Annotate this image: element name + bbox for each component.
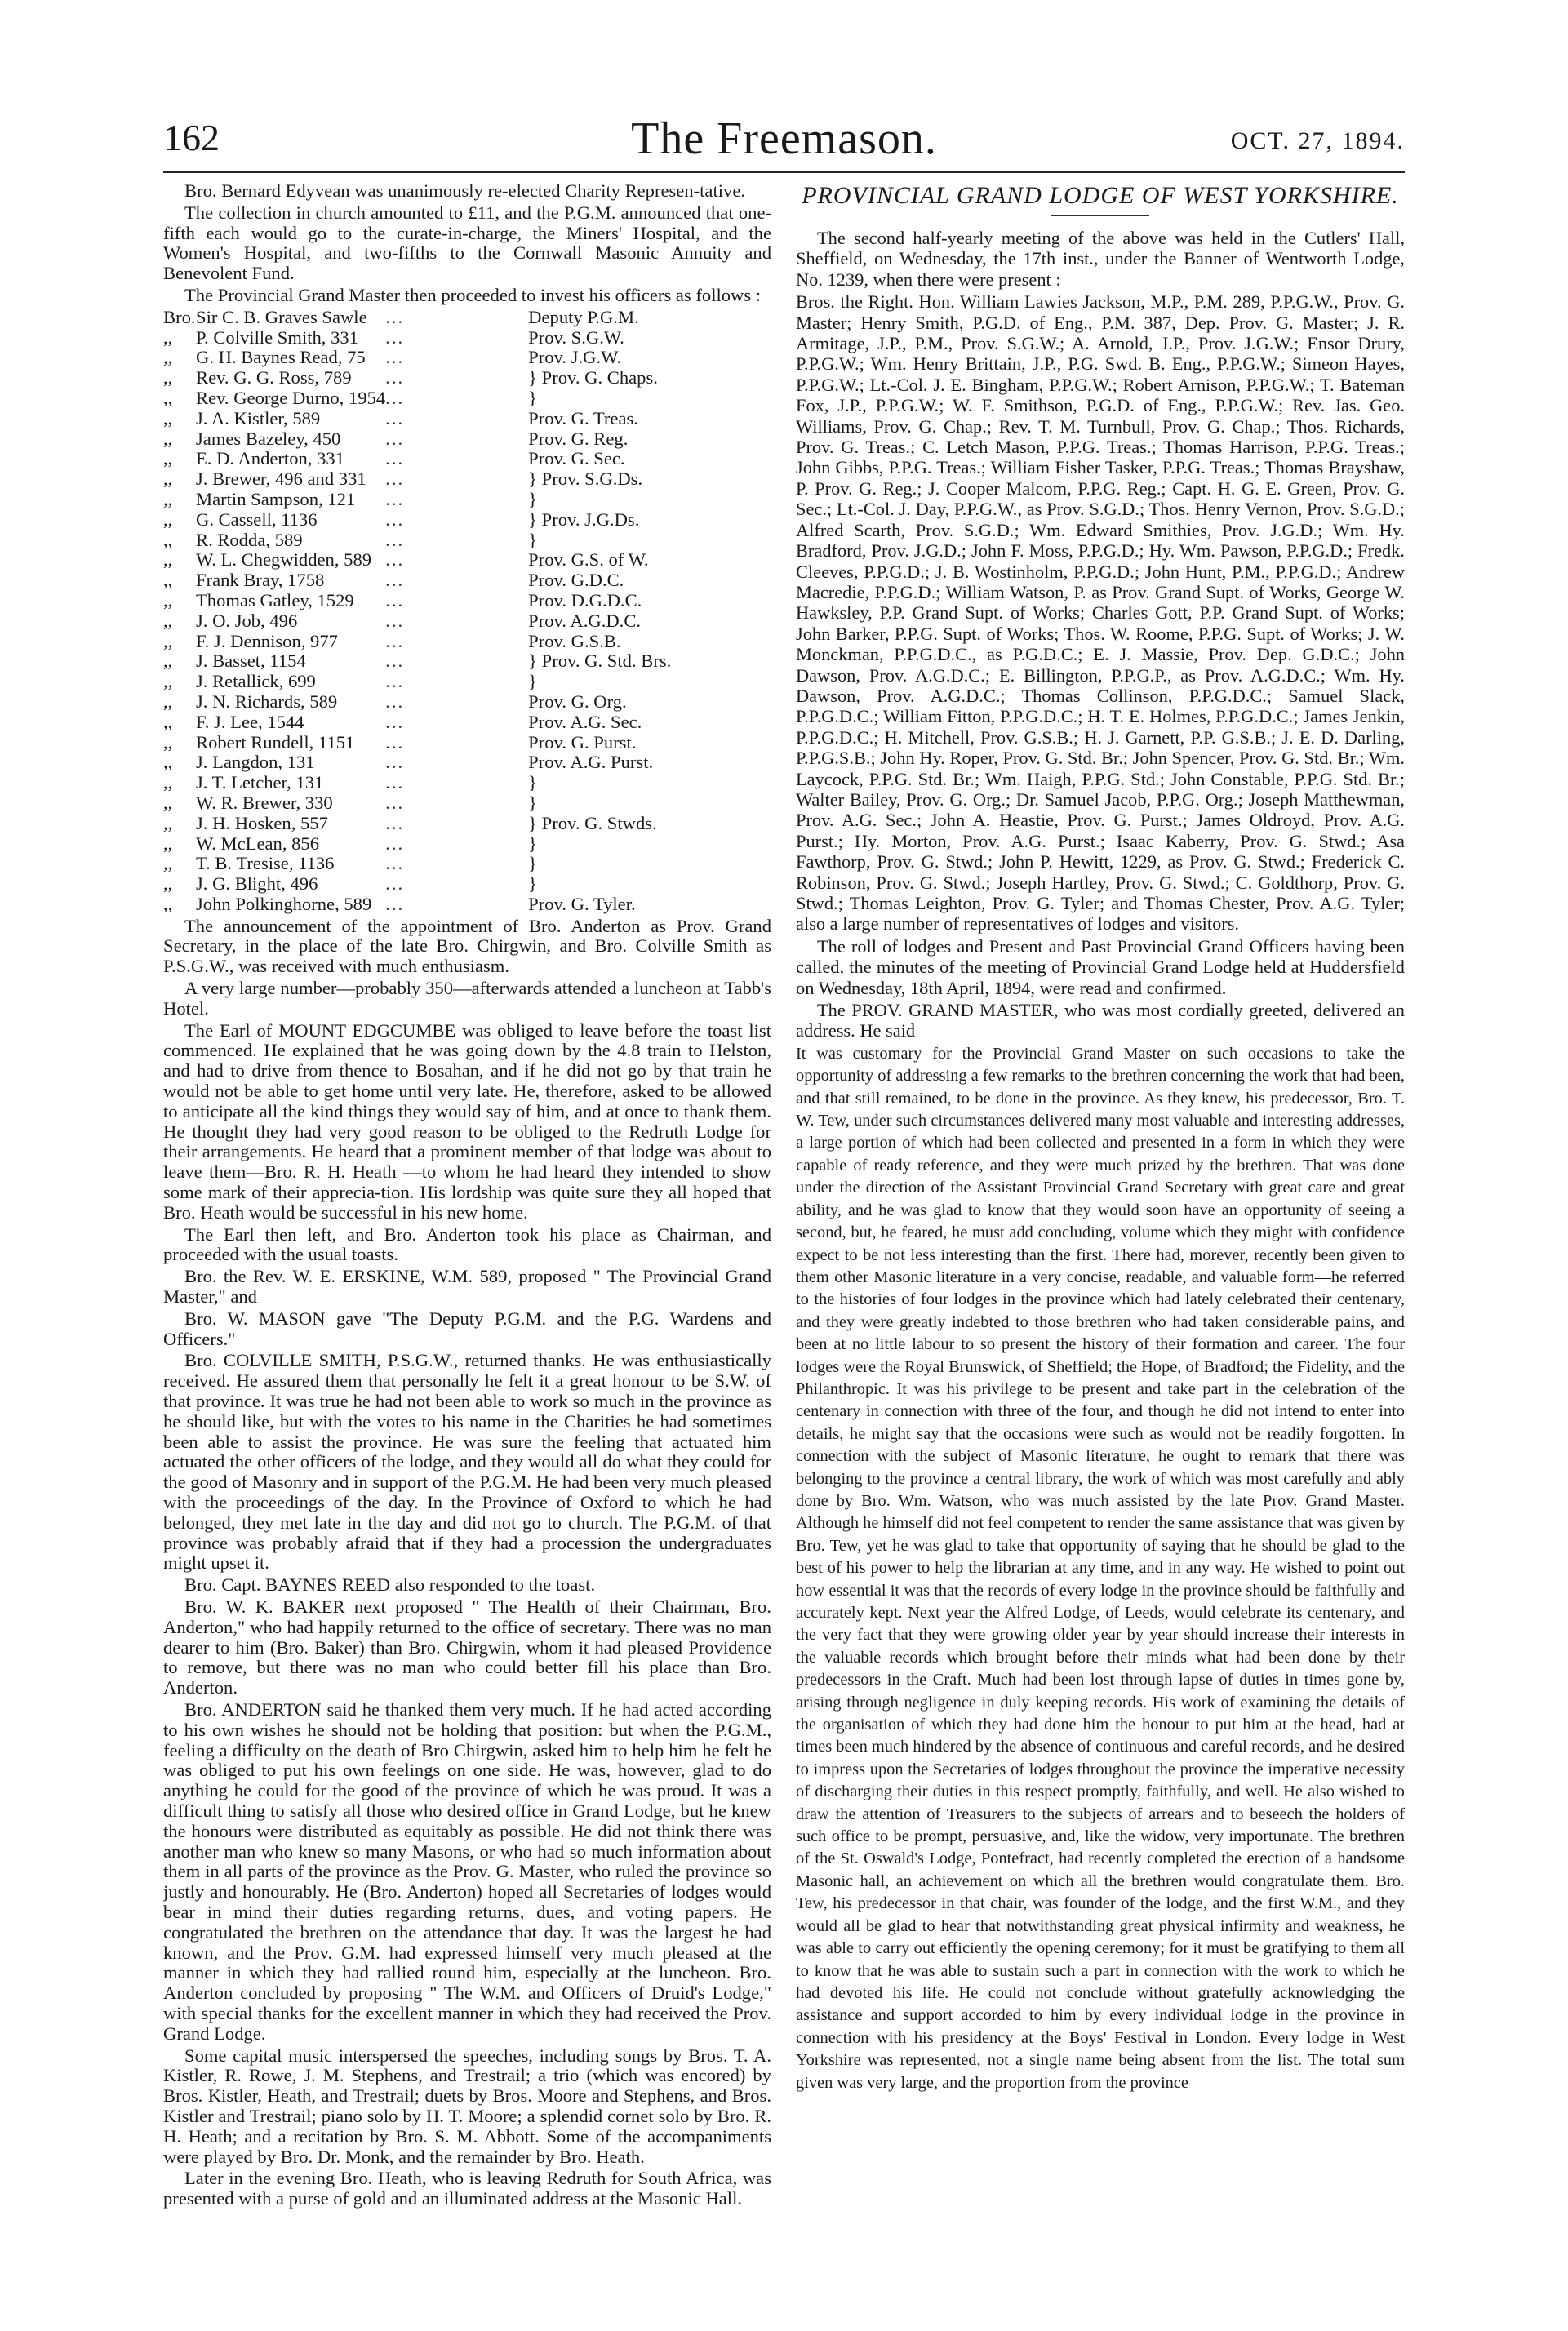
leader-dots: ...: [385, 650, 405, 672]
paragraph: Bro. W. MASON gave "The Deputy P.G.M. and the P.G. Wardens and Officers.": [163, 1308, 771, 1349]
officer-name: W. L. Chegwidden, 589: [196, 549, 372, 571]
officer-row: [163, 874, 771, 895]
officer-name: John Polkinghorne, 589: [196, 893, 372, 914]
officer-office: Prov. G.D.C.: [528, 570, 624, 591]
leader-dots: ...: [385, 812, 405, 833]
officer-office: } Prov. G. Chaps.: [528, 367, 658, 388]
paragraph: A very large number—probably 350—afterwards attended a luncheon at Tabb's Hotel.: [163, 978, 771, 1019]
officer-office: }: [528, 671, 538, 692]
officer-row: [163, 591, 771, 611]
officer-office: }: [528, 387, 538, 408]
leader-dots: ...: [385, 508, 405, 530]
officer-name: J. T. Letcher, 131: [196, 772, 324, 793]
officer-office: }: [528, 772, 538, 793]
leader-dots: ...: [385, 610, 405, 631]
title-rule: [1051, 215, 1149, 216]
officer-office: Prov. G. Purst.: [528, 731, 637, 753]
officer-name: G. H. Baynes Read, 75: [196, 347, 366, 368]
leader-dots: ...: [385, 832, 405, 854]
officer-row: [163, 854, 771, 874]
officer-row: [163, 713, 771, 733]
officer-prefix: ,,: [163, 610, 173, 631]
officer-office: Prov. A.G.D.C.: [528, 610, 642, 631]
leader-dots: ...: [385, 326, 405, 348]
officer-name: Sir C. B. Graves Sawle: [196, 306, 367, 327]
leader-dots: ...: [385, 671, 405, 692]
officer-prefix: ,,: [163, 772, 173, 793]
officer-prefix: ,,: [163, 488, 173, 509]
officer-prefix: ,,: [163, 711, 173, 732]
leader-dots: ...: [385, 752, 405, 773]
officer-prefix: ,,: [163, 792, 173, 813]
leader-dots: ...: [385, 387, 405, 408]
leader-dots: ...: [385, 792, 405, 813]
officer-name: J. Brewer, 496 and 331: [196, 468, 366, 490]
paragraph: Bro. Bernard Edyvean was unanimously re-elected Charity Represen-tative.: [184, 181, 745, 201]
leader-dots: ...: [385, 347, 405, 368]
officer-row: [163, 409, 771, 429]
paragraph: The Earl of MOUNT EDGCUMBE was obliged to leave before the toast list commenced. He explained that he was going down by the 4.8 train to Helston, and had to drive from thence to Bosahan, and if he did not go by that train he would not be able to get home until very late. He, therefore, asked to be allowed to anticipate all the kind things they would say of him, and at once to thank them. He thought they had very good reason to be obliged to the Redruth Lodge for their arrangements. He heard that a prominent member of that lodge was about to leave them—Bro. R. H. Heath —to whom he had heard they intended to show some mark of their apprecia-tion. His lordship was quite sure they all hoped that Bro. Heath would be successful in his new home.: [163, 1019, 771, 1223]
officer-office: Prov. G. Treas.: [528, 407, 638, 428]
leader-dots: ...: [385, 772, 405, 793]
officer-office: Prov. D.G.D.C.: [528, 589, 642, 610]
right-column: [796, 181, 1405, 2246]
officer-prefix: ,,: [163, 407, 173, 428]
officer-name: J. O. Job, 496: [196, 610, 298, 631]
officer-office: Prov. A.G. Sec.: [528, 711, 642, 732]
officer-prefix: ,,: [163, 690, 173, 712]
paragraph: Bro. W. K. BAKER next proposed " The Health of their Chairman, Bro. Anderton," who had happily returned to the office of secretary. There was no man dearer to him (Bro. Baker) than Bro. Chirgwin, whom it had pleased Providence to remove, but there was no man who could better fill his place than Bro. Anderton.: [163, 1596, 771, 1698]
officer-name: J. N. Richards, 589: [196, 690, 338, 712]
officer-name: G. Cassell, 1136: [196, 508, 318, 530]
officer-prefix: ,,: [163, 752, 173, 773]
leader-dots: ...: [385, 589, 405, 610]
officer-office: Prov. G. Org.: [528, 690, 627, 712]
leader-dots: ...: [385, 853, 405, 874]
officer-row: [163, 672, 771, 692]
paragraph: Later in the evening Bro. Heath, who is leaving Redruth for South Africa, was presented with a purse of gold and an illuminated address at the Masonic Hall.: [163, 2168, 771, 2209]
officer-prefix: ,,: [163, 549, 173, 571]
address-text: It was customary for the Provincial Grand Master on such occasions to take the opportunity of addressing a few remarks to the brethren concerning the work that had been, and that still remained, to be done in the province. As they knew, his predecessor, Bro. T. W. Tew, under such circumstances delivered many most valuable and interesting addresses, a large portion of which had been collected and presented in a form in which they were capable of ready reference, and they were much prized by the brethren. That was done under the direction of the Assistant Provincial Grand Secretary with great care and great ability, and he was glad to know that they would soon have an opportunity of seeing a second, but, he feared, he must add concluding, volume which they might with confidence expect to be not less interesting than the first. There had, morever, recently been given to them other Masonic literature in a very concise, readable, and valuable form—he referred to the histories of four lodges in the province which had lately celebrated their centenary, and they were greatly indebted to those brethren who had taken considerable pains, and been at no little labour to so present the history of their formation and career. The four lodges were the Royal Brunswick, of Sheffield; the Hope, of Bradford; the Fidelity, and the Philanthropic. It was his privilege to be present and take part in the celebration of the centenary in connection with three of the four, and though he did not intend to enter into details, he might say that the occasions were such as would not be readily forgotten. In connection with the subject of Masonic literature, he ought to remark that there was belonging to the province a central library, the work of which was most carefully and ably done by Bro. Wm. Watson, who was much assisted by the late Prov. Grand Master. Although he himself did not feel competent to render the same assistance that was given by Bro. Tew, yet he was glad to take that opportunity of saying that he should be glad to the best of his power to help the librarian at any time, and in any way. He wished to point out how essential it was that the records of every lodge in the province should be faithfully and accurately kept. Next year the Alfred Lodge, of Leeds, would celebrate its centenary, and the very fact that they were growing older year by year should increase their interests in the valuable records which brought before their minds what had been done by their predecessors in the Craft. Much had been lost through lapse of duties in times gone by, arising through negligence in duly keeping records. His work of examining the details of the organisation of which they had done him the honour to put him at the head, had at times been much hindered by the absence of continuous and careful records, and he desired to impress upon the Secretaries of lodges throughout the province the imperative necessity of discharging their duties in this respect promptly, faithfully, and well. He also wished to draw the attention of Treasurers to the subjects of arrears and to beseech the holders of such office to be prompt, persuasive, and, like the widow, very importunate. The brethren of the St. Oswald's Lodge, Pontefract, had recently completed the erection of a handsome Masonic hall, an achievement on which all the brethren would congratulate them. Bro. Tew, his predecessor in that chair, was founder of the lodge, and the first W.M., and they would all be glad to hear that notwithstanding great physical infirmity and weakness, he was able to carry out efficiently the opening ceremony; for it must be gratifying to them all to know that he was able to sustain such a part in connection with the work to which he had devoted his life. He could not conclude without gratefully acknowledging the assistance and support accorded to him by every individual lodge in the province in connection with his presidency at the Boys' Festival in London. Every lodge in West Yorkshire was represented, not a single name being absent from the list. The total sum given was very large, and the proportion from the province: [796, 1044, 1405, 2092]
paragraph: Bro. ANDERTON said he thanked them very much. If he had acted according to his own wishes he should not be holding that position: but when the P.G.M., feeling a difficulty on the death of Bro Chirgwin, asked him to help him he felt he was obliged to put his own feelings on one side. He was, however, glad to do anything he could for the good of the province of which he was proud. It was a difficult thing to satisfy all those who desired office in Grand Lodge, but he knew the honours were distributed as equitably as possible. He did not think there was another man who knew so many Masons, or who had so much information about them in all parts of the province as the Prov. G. Master, who ruled the province so justly and honourably. He (Bro. Anderton) hoped all Secretaries of lodges would bear in mind their duties regarding returns, dues, and voting papers. He congratulated the brethren on the attendance that day. It was the largest he had known, and the Prov. G.M. had expressed himself very much pleased at the manner in which they had rallied round him, especially at the luncheon. Bro. Anderton concluded by proposing " The W.M. and Officers of Druid's Lodge," with special thanks for the excellent manner in which they had received the Prov. Grand Lodge.: [163, 1698, 771, 2044]
officer-prefix: ,,: [163, 529, 173, 550]
officer-row: [163, 510, 771, 531]
officer-name: P. Colville Smith, 331: [196, 326, 358, 348]
officer-row: [163, 348, 771, 368]
officer-office: }: [528, 853, 538, 874]
leader-dots: ...: [385, 731, 405, 753]
officer-name: J. Basset, 1154: [196, 650, 306, 672]
officer-office: Prov. G.S. of W.: [528, 549, 649, 571]
paragraph: The roll of lodges and Present and Past Provincial Grand Officers having been called, the minutes of the meeting of Provincial Grand Lodge held at Huddersfield on Wednesday, 18th April, 1894, were read and confirmed.: [796, 935, 1405, 998]
officer-row: [163, 692, 771, 713]
officer-prefix: ,,: [163, 387, 173, 408]
officer-name: Thomas Gatley, 1529: [196, 589, 354, 610]
officer-office: Prov. G. Reg.: [528, 428, 629, 449]
officer-row: [163, 388, 771, 409]
leader-dots: ...: [385, 488, 405, 509]
page-header: [163, 113, 1405, 170]
officer-name: Robert Rundell, 1151: [196, 731, 355, 753]
officer-prefix: ,,: [163, 630, 173, 651]
leader-dots: ...: [385, 549, 405, 571]
officer-row: [163, 449, 771, 469]
officer-row: [163, 571, 771, 591]
officer-row: [163, 814, 771, 834]
header-rule: [163, 171, 1405, 173]
leader-dots: ...: [385, 690, 405, 712]
officer-office: }: [528, 832, 538, 854]
leader-dots: ...: [385, 306, 405, 327]
leader-dots: ...: [385, 893, 405, 914]
officer-name: F. J. Lee, 1544: [196, 711, 304, 732]
paragraph: The PROV. GRAND MASTER, who was most cordially greeted, delivered an address. He said: [796, 1000, 1405, 1041]
article-title: PROVINCIAL GRAND LODGE OF WEST YORKSHIRE.: [802, 182, 1399, 209]
officer-name: J. Retallick, 699: [196, 671, 316, 692]
officer-prefix: ,,: [163, 671, 173, 692]
left-column: [163, 181, 771, 2246]
officer-name: Martin Sampson, 121: [196, 488, 356, 509]
page-number: 162: [163, 117, 220, 158]
officer-office: Prov. G.S.B.: [528, 630, 621, 651]
officer-prefix: ,,: [163, 812, 173, 833]
officer-row: [163, 753, 771, 773]
officer-name: T. B. Tresise, 1136: [196, 853, 335, 874]
officer-office: } Prov. J.G.Ds.: [528, 508, 640, 530]
officer-row: [163, 308, 771, 328]
leader-dots: ...: [385, 407, 405, 428]
masthead-title: The Freemason.: [631, 113, 937, 164]
officers-table: [163, 308, 771, 915]
officer-prefix: ,,: [163, 428, 173, 449]
officer-row: [163, 531, 771, 551]
paragraph: Some capital music interspersed the speeches, including songs by Bros. T. A. Kistler, R. Rowe, J. M. Stephens, and Trestrail; a trio (which was encored) by Bros. Kistler, Heath, and Trestrail; duets by Bros. Moore and Stephens, and Bros. Kistler and Trestrail; piano solo by H. T. Moore; a splendid cornet solo by Bro. R. H. Heath; and a recitation by Bro. S. M. Abbott. Some of the accompaniments were played by Bro. Dr. Monk, and the remainder by Bro. Heath.: [163, 2045, 771, 2167]
officer-name: W. McLean, 856: [196, 832, 320, 854]
paragraph: The Provincial Grand Master then proceeded to invest his officers as follows :: [184, 284, 762, 305]
officer-row: [163, 550, 771, 571]
officer-name: F. J. Dennison, 977: [196, 630, 338, 651]
officer-prefix: ,,: [163, 873, 173, 895]
officer-name: James Bazeley, 450: [196, 428, 341, 449]
officer-prefix: ,,: [163, 589, 173, 610]
officer-office: } Prov. S.G.Ds.: [528, 468, 643, 490]
leader-dots: ...: [385, 873, 405, 895]
issue-date: OCT. 27, 1894.: [1230, 127, 1405, 154]
officer-name: R. Rodda, 589: [196, 529, 303, 550]
officer-row: [163, 834, 771, 855]
officer-row: [163, 328, 771, 349]
officer-row: [163, 429, 771, 450]
leader-dots: ...: [385, 448, 405, 469]
attendance-list: Bros. the Right. Hon. William Lawies Jackson, M.P., P.M. 289, P.P.G.W., Prov. G. Master; Henry Smith, P.G.D. of Eng., P.M. 387, Dep. Prov. G. Master; J. R. Armitage, J.P., P.M., Prov. S.G.W.; A. Arnold, J.P., Prov. J.G.W.; Ensor Drury, P.P.G.W.; Wm. Henry Brittain, J.P., P.G. Swd. B. Eng., P.P.G.W.; Simeon Hayes, P.P.G.W.; Lt.-Col. J. E. Bingham, P.P.G.W.; Robert Arnison, P.P.G.W.; T. Bateman Fox, J.P., P.P.G.W.; W. F. Smithson, P.G.D. of Eng., P.P.G.W.; Rev. Jas. Geo. Williams, Prov. G. Chap.; Rev. T. M. Turnbull, Prov. G. Chap.; Thos. Richards, Prov. G. Treas.; C. Letch Mason, P.P.G. Treas.; Thomas Harrison, P.P.G. Treas.; John Gibbs, P.P.G. Treas.; William Fisher Tasker, P.P.G. Treas.; Thomas Brayshaw, P. Prov. G. Reg.; J. Cooper Malcom, P.P.G. Reg.; Capt. H. G. E. Green, Prov. G. Sec.; Lt.-Col. J. Day, P.P.G.W., as Prov. S.G.D.; Thos. Henry Vernon, Prov. S.G.D.; Alfred Scarth, Prov. S.G.D.; Wm. Edward Smithies, Prov. J.G.D.; Wm. Hy. Bradford, Prov. J.G.D.; John F. Moss, P.P.G.D.; Hy. Wm. Pawson, P.P.G.D.; Fredk. Cleeves, P.P.G.D.; J. B. Wostinholm, P.P.G.D.; John Hunt, P.M., P.P.G.D.; Andrew Macredie, P.P.G.D.; William Watson, P. as Prov. Grand Supt. of Works, George W. Hawksley, P.P. Grand Supt. of Works; Charles Gott, P.P. Grand Supt. of Works; John Barker, P.P.G. Supt. of Works; Thos. W. Roome, P.P.G. Supt. of Works; J. W. Monckman, P.P.G.D.C., as P.G.D.C.; E. J. Massie, Prov. Dep. G.D.C.; John Dawson, Prov. A.G.D.C.; E. Billington, P.P.G.P., as Prov. A.G.D.C.; Wm. Hy. Dawson, Prov. A.G.D.C.; Thomas Collinson, P.P.G.D.C.; Samuel Slack, P.P.G.D.C.; William Fitton, P.P.G.D.C.; H. T. E. Holmes, P.P.G.D.C.; James Jenkin, P.P.G.D.C.; H. Mitchell, Prov. G.S.B.; H. J. Garnett, P.P. G.S.B.; J. E. D. Darling, P.P.G.S.B.; John Hy. Roper, Prov. G. Std. Br.; John Spencer, Prov. G. Std. Br.; Wm. Laycock, P.P.G. Std. Br.; Wm. Haigh, P.P.G. Std.; John Constable, P.P.G. Std. Br.; Walter Bailey, Prov. G. Org.; Dr. Samuel Jacob, P.P.G. Org.; Joseph Matthewman, Prov. A.G. Sec.; John A. Heastie, Prov. G. Purst.; James Oldroyd, Prov. A.G. Purst.; Hy. Morton, Prov. A.G. Purst.; Isaac Kaberry, Prov. G. Stwd.; Asa Fawthorp, Prov. G. Stwd.; John P. Hewitt, 1229, as Prov. G. Stwd.; Frederick C. Robinson, Prov. G. Stwd.; Joseph Hartley, Prov. G. Stwd.; C. Goldthorp, Prov. G. Stwd.; Thomas Leighton, Prov. G. Tyler; and Thomas Chester, Prov. A.G. Tyler; also a large number of representatives of lodges and visitors.: [796, 291, 1405, 935]
officer-prefix: ,,: [163, 893, 173, 914]
officer-office: Prov. G. Tyler.: [528, 893, 636, 914]
officer-prefix: ,,: [163, 367, 173, 388]
officer-office: }: [528, 792, 538, 813]
officer-prefix: ,,: [163, 731, 173, 753]
officer-prefix: ,,: [163, 650, 173, 672]
officer-row: [163, 773, 771, 793]
leader-dots: ...: [385, 367, 405, 388]
officer-row: [163, 368, 771, 388]
paragraph: Bro. COLVILLE SMITH, P.S.G.W., returned thanks. He was enthusiastically received. He assured them that personally he felt it a great honour to be S.W. of that province. It was true he had not been able to work so much in the province as he should like, but with the votes to his name in the Charities he had sometimes been able to assist the province. He was sure the feeling that actuated him actuated the other officers of the lodge, and they would all do what they could for the good of Masonry and in support of the P.G.M. He had been very much pleased with the proceedings of the day. In the Province of Oxford to which he had belonged, they met late in the day and did not go to church. The P.G.M. of that province was probably afraid that if they had a procession the undergraduates might upset it.: [163, 1350, 771, 1574]
officer-office: Prov. J.G.W.: [528, 347, 621, 368]
officer-name: J. A. Kistler, 589: [196, 407, 321, 428]
officer-name: Rev. G. G. Ross, 789: [196, 367, 352, 388]
officer-prefix: ,,: [163, 832, 173, 854]
officer-office: }: [528, 488, 538, 509]
officer-name: J. G. Blight, 496: [196, 873, 318, 895]
officer-office: Prov. G. Sec.: [528, 448, 625, 469]
paragraph: The Earl then left, and Bro. Anderton took his place as Chairman, and proceeded with the usual toasts.: [163, 1223, 771, 1265]
officer-prefix: ,,: [163, 347, 173, 368]
officer-name: E. D. Anderton, 331: [196, 448, 344, 469]
leader-dots: ...: [385, 570, 405, 591]
officer-prefix: Bro.: [163, 306, 196, 327]
paragraph: Bro. the Rev. W. E. ERSKINE, W.M. 589, proposed " The Provincial Grand Master," and: [163, 1266, 771, 1308]
leader-dots: ...: [385, 630, 405, 651]
officer-prefix: ,,: [163, 468, 173, 490]
officer-prefix: ,,: [163, 326, 173, 348]
officer-office: }: [528, 873, 538, 895]
paragraph: The announcement of the appointment of Bro. Anderton as Prov. Grand Secretary, in the place of the late Bro. Chirgwin, and Bro. Colville Smith as P.S.G.W., was received with much enthusiasm.: [163, 915, 771, 977]
officer-prefix: ,,: [163, 508, 173, 530]
officer-row: [163, 611, 771, 632]
officer-name: Frank Bray, 1758: [196, 570, 325, 591]
officer-row: [163, 651, 771, 672]
officer-office: } Prov. G. Std. Brs.: [528, 650, 672, 672]
officer-office: } Prov. G. Stwds.: [528, 812, 657, 833]
officer-office: }: [528, 529, 538, 550]
officer-office: Prov. S.G.W.: [528, 326, 624, 348]
paragraph: Bro. Capt. BAYNES REED also responded to the toast.: [184, 1574, 596, 1596]
leader-dots: ...: [385, 428, 405, 449]
officer-row: [163, 632, 771, 652]
leader-dots: ...: [385, 529, 405, 550]
paragraph: The collection in church amounted to £11, and the P.G.M. announced that one-fifth each would go to the curate-in-charge, the Miners' Hospital, and the Women's Hospital, and two-fifths to the Cornwall Masonic Annuity and Benevolent Fund.: [163, 202, 771, 284]
leader-dots: ...: [385, 468, 405, 490]
officer-prefix: ,,: [163, 448, 173, 469]
officer-row: [163, 733, 771, 753]
officer-prefix: ,,: [163, 853, 173, 874]
officer-row: [163, 469, 771, 490]
paragraph: The second half-yearly meeting of the above was held in the Cutlers' Hall, Sheffield, on Wednesday, the 17th inst., under the Banner of Wentworth Lodge, No. 1239, when there were present :: [796, 228, 1405, 290]
leader-dots: ...: [385, 711, 405, 732]
officer-prefix: ,,: [163, 570, 173, 591]
officer-name: W. R. Brewer, 330: [196, 792, 333, 813]
officer-row: [163, 793, 771, 814]
officer-name: Rev. George Durno, 1954: [196, 387, 386, 408]
officer-name: J. Langdon, 131: [196, 752, 315, 773]
officer-row: [163, 895, 771, 915]
officer-row: [163, 490, 771, 510]
officer-office: Deputy P.G.M.: [528, 306, 639, 327]
officer-name: J. H. Hosken, 557: [196, 812, 328, 833]
officer-office: Prov. A.G. Purst.: [528, 752, 654, 773]
